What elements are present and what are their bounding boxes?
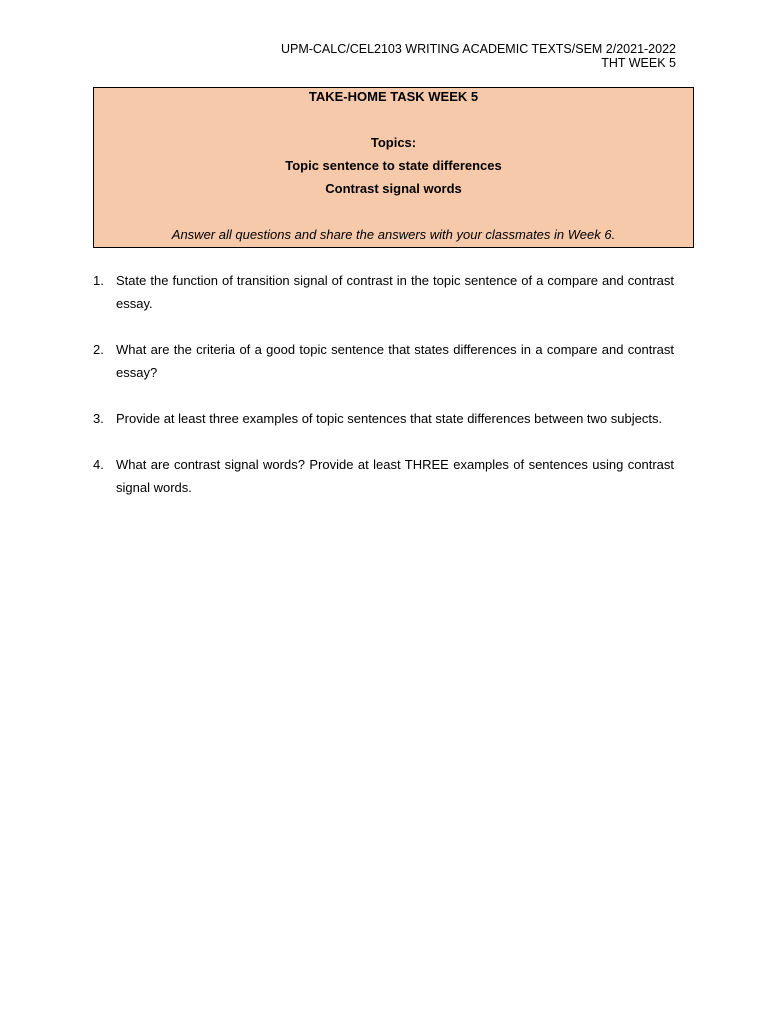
question-text: State the function of transition signal of contrast in the topic sentence of a compare and contrast essay. [116, 273, 674, 311]
question-text: Provide at least three examples of topic sentences that state differences between two subjects. [116, 411, 663, 426]
question-number: 2. [93, 342, 104, 357]
task-title: TAKE-HOME TASK WEEK 5 [308, 89, 479, 104]
question-list [93, 269, 674, 522]
course-code-line: UPM-CALC/CEL2103 WRITING ACADEMIC TEXTS/SEM 2/2021-2022 [280, 42, 676, 56]
week-label-line: THT WEEK 5 [601, 56, 676, 70]
page-header [281, 42, 676, 70]
question-number: 3. [93, 411, 104, 426]
question-number: 1. [93, 273, 104, 288]
question-item [93, 453, 674, 499]
question-item [93, 269, 674, 315]
question-text: What are the criteria of a good topic sentence that states differences in a compare and contrast essay? [116, 342, 674, 380]
spacer [94, 108, 693, 131]
question-item [93, 407, 674, 430]
spacer [94, 200, 693, 223]
task-instruction: Answer all questions and share the answers with your classmates in Week 6. [171, 227, 616, 242]
topic-item-2: Contrast signal words [325, 181, 462, 196]
task-box [93, 87, 694, 248]
question-item [93, 338, 674, 384]
question-number: 4. [93, 457, 104, 472]
question-text: What are contrast signal words? Provide at least THREE examples of sentences using contrast signal words. [116, 457, 674, 495]
topics-label: Topics: [370, 135, 417, 150]
topic-item-1: Topic sentence to state differences [285, 158, 502, 173]
